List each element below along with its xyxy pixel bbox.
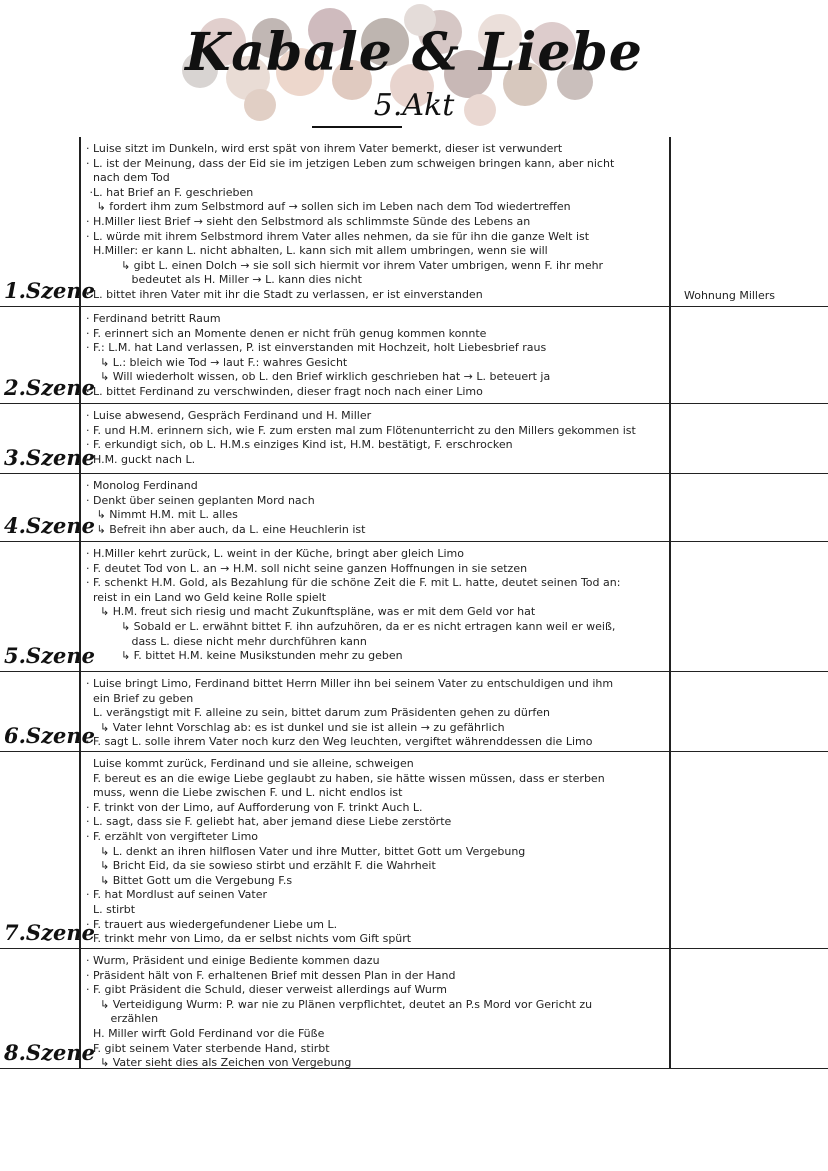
content-line: · L. sagt, dass sie F. geliebt hat, aber jemand diese Liebe zerstörte [86, 815, 452, 829]
content-line: H.Miller: er kann L. nicht abhalten, L. kann sich mit allem umbringen, wenn sie will [86, 244, 548, 258]
scene-label: 3.Szene [4, 445, 96, 470]
content-line: · F. erinnert sich an Momente denen er nicht früh genug kommen konnte [86, 326, 487, 340]
scene-content [86, 409, 668, 467]
content-line: · L. bittet ihren Vater mit ihr die Stadt zu verlassen, er ist einverstanden [86, 287, 483, 301]
page-subtitle: 5.Akt [373, 88, 455, 123]
content-line: · H.Miller liest Brief → sieht den Selbstmord als schlimmste Sünde des Lebens an [86, 214, 531, 228]
scene-row-1 [0, 137, 828, 307]
content-line: H. Miller wirft Gold Ferdinand vor die Füße [86, 1026, 325, 1040]
content-line: L. verängstigt mit F. alleine zu sein, bittet darum zum Präsidenten gehen zu dürfen [86, 706, 550, 720]
scene-row-4 [0, 474, 828, 542]
content-line: · F. hat Mordlust auf seinen Vater [86, 888, 268, 902]
content-line: ↳ gibt L. einen Dolch → sie soll sich hiermit vor ihrem Vater umbrigen, wenn F. ihr mehr [86, 258, 604, 272]
content-line: · H.Miller kehrt zurück, L. weint in der Küche, bringt aber gleich Limo [86, 547, 464, 560]
content-line: · F. erzählt von vergifteter Limo [86, 829, 259, 843]
content-line: ↳ L.: bleich wie Tod → laut F.: wahres Gesicht [86, 355, 348, 369]
content-line: · F. sagt L. solle ihrem Vater noch kurz den Weg leuchten, vergiftet währenddessen die Limo [86, 735, 593, 749]
content-line: · L. ist der Meinung, dass der Eid sie im jetzigen Leben zum schweigen bringen kann, aber nicht [86, 156, 615, 170]
scene-label: 8.Szene [4, 1040, 96, 1065]
content-line: F. trinkt mehr von Limo, da er selbst nichts vom Gift spürt [86, 932, 412, 946]
page-title: Kabale & Liebe [185, 22, 643, 83]
scene-content [86, 954, 668, 1071]
content-line: · F. deutet Tod von L. an → H.M. soll nicht seine ganzen Hoffnungen in sie setzen [86, 561, 528, 575]
header [0, 0, 828, 135]
content-line: · L. bittet Ferdinand zu verschwinden, dieser fragt noch nach einer Limo [86, 384, 483, 398]
content-line: · F. und H.M. erinnern sich, wie F. zum ersten mal zum Flötenunterricht zu den Millers gekommen ist [86, 423, 636, 437]
content-line: · Wurm, Präsident und einige Bediente kommen dazu [86, 954, 380, 967]
scene-location: Wohnung Millers [684, 289, 776, 302]
scene-row-7 [0, 752, 828, 949]
content-line: ↳ fordert ihm zum Selbstmord auf → sollen sich im Leben nach dem Tod wiedertreffen [86, 200, 571, 214]
content-line: · Präsident hält von F. erhaltenen Brief mit dessen Plan in der Hand [86, 968, 456, 982]
content-line: ↳ Vater lehnt Vorschlag ab: es ist dunkel und sie ist allein → zu gefährlich [86, 720, 505, 734]
content-line: ↳ Sobald er L. erwähnt bittet F. ihn aufzuhören, da er es nicht ertragen kann weil er weiß, [86, 619, 616, 633]
content-line: · F.: L.M. hat Land verlassen, P. ist einverstanden mit Hochzeit, holt Liebesbrief raus [86, 341, 547, 355]
scene-label: 6.Szene [4, 723, 96, 748]
scene-label: 4.Szene [4, 513, 96, 538]
content-line: · Ferdinand betritt Raum [86, 312, 221, 325]
scene-content [86, 312, 668, 400]
scene-label: 7.Szene [4, 920, 96, 945]
content-line: ↳ Nimmt H.M. mit L. alles [86, 508, 238, 522]
content-line: dass L. diese nicht mehr durchführen kann [86, 634, 367, 648]
scene-label: 5.Szene [4, 643, 96, 668]
scene-label: 2.Szene [4, 375, 96, 400]
content-line: · Monolog Ferdinand [86, 479, 198, 492]
content-line: ↳ Will wiederholt wissen, ob L. den Brief wirklich geschrieben hat → L. beteuert ja [86, 370, 551, 384]
scene-content [86, 142, 668, 303]
content-line: F. bereut es an die ewige Liebe geglaubt zu haben, sie hätte wissen müssen, dass er sterben [86, 771, 605, 785]
scene-row-8 [0, 949, 828, 1069]
content-line: · H.M. guckt nach L. [86, 452, 196, 466]
content-line: · Denkt über seinen geplanten Mord nach [86, 493, 315, 507]
content-line: erzählen [86, 1012, 159, 1026]
content-line: ↳ H.M. freut sich riesig und macht Zukunftspläne, was er mit dem Geld vor hat [86, 605, 536, 619]
scene-row-3 [0, 404, 828, 474]
scene-content [86, 479, 668, 537]
content-line: F. gibt seinem Vater sterbende Hand, stirbt [86, 1041, 330, 1055]
content-line: · F. erkundigt sich, ob L. H.M.s einziges Kind ist, H.M. bestätigt, F. erschrocken [86, 438, 513, 452]
content-line: · F. trauert aus wiedergefundener Liebe um L. [86, 917, 338, 931]
scene-row-5 [0, 542, 828, 672]
content-line: · Luise sitzt im Dunkeln, wird erst spät von ihrem Vater bemerkt, dieser ist verwundert [86, 142, 563, 155]
content-line: ·L. hat Brief an F. geschrieben [86, 185, 254, 199]
content-line: ↳ Verteidigung Wurm: P. war nie zu Plänen verpflichtet, deutet an P.s Mord vor Gericht zu [86, 997, 593, 1011]
scene-row-2 [0, 307, 828, 404]
content-line: · F. schenkt H.M. Gold, als Bezahlung für die schöne Zeit die F. mit L. hatte, deutet seinen Tod an: [86, 576, 621, 590]
subtitle-underline [312, 126, 402, 128]
scene-content [86, 757, 668, 947]
content-line: ↳ Bricht Eid, da sie sowieso stirbt und erzählt F. die Wahrheit [86, 859, 436, 873]
content-line: · F. trinkt von der Limo, auf Aufforderung von F. trinkt Auch L. [86, 800, 423, 814]
content-line: ↳ L. denkt an ihren hilflosen Vater und ihre Mutter, bittet Gott um Vergebung [86, 844, 526, 858]
content-line: muss, wenn die Liebe zwischen F. und L. nicht endlos ist [86, 786, 403, 800]
content-line: · Luise bringt Limo, Ferdinand bittet Herrn Miller ihn bei seinem Vater zu entschuldigen und ihm [86, 677, 614, 690]
content-line: · Luise abwesend, Gespräch Ferdinand und H. Miller [86, 409, 372, 422]
content-line: Luise kommt zurück, Ferdinand und sie alleine, schweigen [86, 757, 414, 770]
content-line: · L. würde mit ihrem Selbstmord ihrem Vater alles nehmen, da sie für ihn die ganze Welt ist [86, 229, 590, 243]
scene-row-6 [0, 672, 828, 752]
content-line: reist in ein Land wo Geld keine Rolle spielt [86, 590, 327, 604]
content-line: ↳ Vater sieht dies als Zeichen von Vergebung [86, 1056, 352, 1070]
content-line: ↳ F. bittet H.M. keine Musikstunden mehr zu geben [86, 649, 403, 663]
scene-content [86, 547, 668, 664]
content-line: nach dem Tod [86, 171, 170, 185]
content-line: · F. gibt Präsident die Schuld, dieser verweist allerdings auf Wurm [86, 983, 447, 997]
content-line: ↳ Bittet Gott um die Vergebung F.s [86, 873, 293, 887]
content-line: ein Brief zu geben [86, 691, 194, 705]
scene-content [86, 677, 668, 750]
content-line: L. stirbt [86, 902, 136, 916]
scene-label: 1.Szene [4, 278, 96, 303]
content-line: ↳ Befreit ihn aber auch, da L. eine Heuchlerin ist [86, 522, 366, 536]
content-line: bedeutet als H. Miller → L. kann dies nicht [86, 273, 362, 287]
